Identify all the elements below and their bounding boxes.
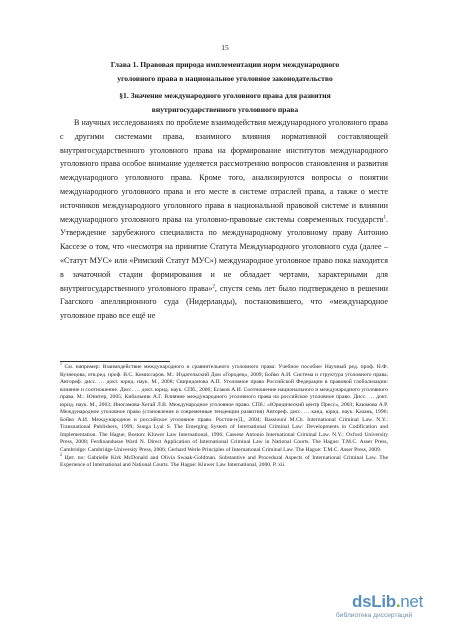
dslib-logo bbox=[352, 592, 423, 612]
chapter-heading bbox=[50, 58, 400, 85]
footnote-2 bbox=[60, 451, 388, 470]
chapter-heading-line-2: уголовного права в национальное уголовное законодательство bbox=[117, 73, 333, 83]
body-text-part-3: , спустя семь лет было подтверждено в решении Гаагского апелляционного суда (Нидерланды), постановившего, что «международное уголовное право все ещё не bbox=[60, 283, 388, 321]
footnote-2-text: Цит. по: Gabrielle Kirk McDonald and Olivia Swaak-Goldman. Substantive and Procedural Aspects of International Criminal Law. The Experience of International and National Courts. The Hague: Kluwer Law International, 2000. P. xii. bbox=[60, 454, 388, 469]
body-text-part-1: В научных исследованиях по проблеме взаимодействия международного уголовного права с другими системами права, взаимного влияния нормативной составляющей внутригосударственного уголовного права на формирование институтов международного уголовного права особое внимание уделяется рассмотрению вопросов становления и развития международного уголовного права. Кроме того, анализируются вопросы о понятии международного уголовного права и его месте в системе отраслей права, а также о месте источников международного уголовного права в национальной правовой системе и влиянии международного уголовного права на уголовно-правовые системы современных государств bbox=[60, 118, 388, 224]
footnote-1-mark: 1 bbox=[60, 361, 62, 367]
section-heading bbox=[50, 89, 400, 116]
footnote-ref-2[interactable]: 2 bbox=[212, 283, 215, 289]
logo-dot: . bbox=[395, 592, 401, 611]
dslib-watermark[interactable] bbox=[336, 592, 442, 622]
footnote-1 bbox=[60, 361, 388, 455]
watermark-tagline: библиотека диссертаций bbox=[336, 612, 413, 619]
page-number: 15 bbox=[221, 43, 229, 52]
footnote-1-text: См. например: Взаимодействие международного и сравнительного уголовного права: Учебное пособие/ Научный ред. проф. Н.Ф. Кузнецова, отв.ред. проф. В.С. Комиссаров. М.: Издательский Дом «Городец», 2009; Бойко А.И. Система и структура уголовного права. Автореф. дисс. … докт. юрид. наук. М., 2008; Свиридонова А.П. Уголовное право Российской Федерации в правовой глобализации: влияние и соотношение. Дисс. … докт. юрид. наук. СПб., 2006; Есаков А.И. Соотношение национального и международного уголовного права. М.: Юнитер, 2005; Кибальник А.Г. Влияние международного уголовного права на российское уголовное право. Дисс. … докт. юрид. наук. М., 2003; Иногамова-Хегай Л.В. Международное уголовное право. СПб.: «Юридический центр Пресс», 2003; Каюмова А.Р. Международное уголовное право (становление и современные тенденции развития) Автореф. дисс. … канд. юрид. наук. Казань, 1996; Бойко А.И. Международное и российское уголовное право. Ростов-н/Д., 2004; Bassiouni M.Ch. International Criminal Law. N.Y.: Transnational Publishers, 1999; Sunga Lyal S. The Emerging System of International Criminal Law: Developments in Codification and Implementation. The Hague, Boston: Kluwer Law International, 1996; Cassese Antonio International Criminal Law. N.Y.: Oxford University Press, 2008; Ferdinandusse Ward N. Direct Application of International Criminal Law in National Courts. The Hague: T.M.C. Asser Press, Cambridge: Cambridge University Press, 2006; Gerhard Werle Principles of International Criminal Law. The Hague: T.M.C. Asser Press, 2009. bbox=[60, 364, 388, 454]
section-heading-line-2: внутригосударственного уголовного права bbox=[151, 104, 299, 114]
logo-part-1: dsLib bbox=[352, 592, 396, 611]
footnote-ref-1[interactable]: 1 bbox=[383, 214, 386, 220]
footnote-separator bbox=[60, 361, 170, 362]
section-heading-line-1: §1. Значение международного уголовного права для развития bbox=[119, 91, 331, 100]
logo-part-2: net bbox=[400, 592, 424, 611]
chapter-heading-line-1: Глава 1. Правовая природа имплементации норм международного bbox=[110, 60, 340, 69]
footnote-2-mark: 2 bbox=[60, 451, 62, 457]
body-text-part-2: . Утверждение зарубежного специалиста по международному уголовному праву Антонио Кассезе о том, что «несмотря на принятие Статута Международного уголовного суда (далее – «Статут МУС» или «Римский Статут МУС») международное уголовное право пока находится в зачаточной стадии формирования и не обладает чертами, характерными для внутригосударственного уголовного права» bbox=[60, 214, 388, 293]
footnotes bbox=[60, 361, 388, 470]
body-paragraph bbox=[60, 116, 388, 323]
body-text bbox=[60, 116, 388, 323]
